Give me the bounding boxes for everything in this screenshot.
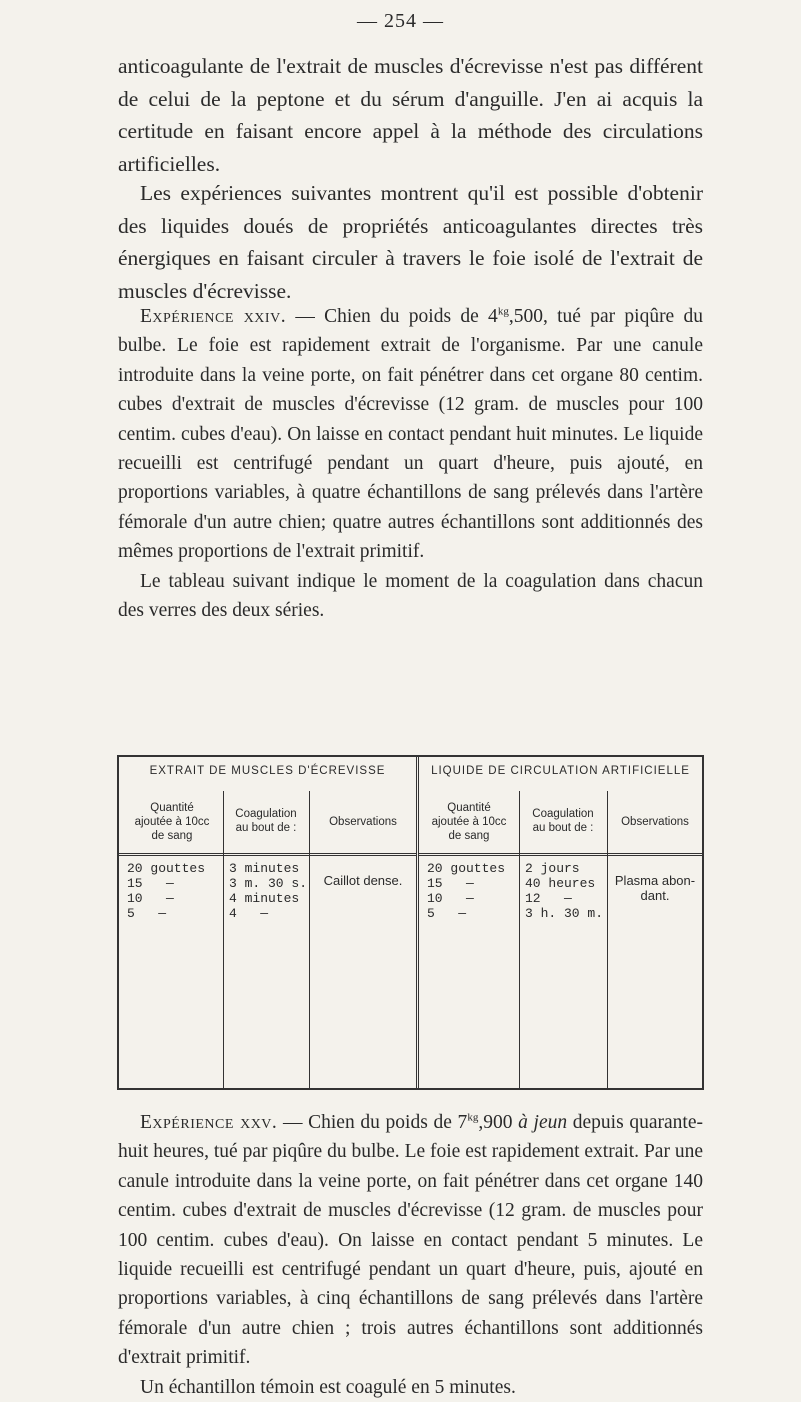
paragraph-1-text: anticoagulante de l'extrait de muscles d'écrevisse n'est pas différent de celui de la peptone et du sérum d'anguille. J'en ai acquis la certitude en faisant encore appel à la méthode des circulations artificielles. xyxy=(118,54,703,176)
table-right-half xyxy=(419,757,702,1088)
divider xyxy=(607,791,608,1088)
paragraph-2 xyxy=(118,177,703,307)
experience-25-text: Expérience xxv. — Chien du poids de $7^{kg},900$ à jeun depuis quarante-huit heures, tué par piqûre du bulbe. Le foie est rapidement extrait. Par une canule introduite dans la veine porte, on fait pénétrer dans cet organe 140 centim. cubes d'extrait de muscles d'écrevisse (12 gram. de muscles pour 100 centim. cubes d'eau). On laisse en contact pendant 5 minutes. Le liquide recueilli est centrifugé pendant un quart d'heure, puis, ajouté en proportions variables, à cinq échantillons de sang prélevés dans l'artère fémorale d'un autre chien ; trois autres échantillons sont additionnés d'extrait primitif. xyxy=(118,1111,703,1369)
table-left-half xyxy=(119,757,419,1088)
left-obs-header: Observations xyxy=(329,816,397,828)
left-coag-values: 3 minutes 3 m. 30 s. 4 minutes 4 — xyxy=(229,861,308,921)
left-qty-values: 20 gouttes 15 — 10 — 5 — xyxy=(127,861,206,921)
left-observation: Caillot dense. xyxy=(323,873,403,888)
right-group-title: LIQUIDE DE CIRCULATION ARTIFICIELLE xyxy=(431,765,690,777)
right-qty-values: 20 gouttes 15 — 10 — 5 — xyxy=(427,861,506,921)
right-coag-header: Coagulation au bout de : xyxy=(532,808,594,834)
table-intro: Le tableau suivant indique le moment de la coagulation dans chacun des verres des deux séries. xyxy=(118,570,703,622)
divider xyxy=(309,791,310,1088)
divider xyxy=(519,791,520,1088)
experience-25-last-line: Un échantillon témoin est coagulé en 5 minutes. xyxy=(140,1376,516,1398)
header-rule xyxy=(419,853,702,856)
divider xyxy=(223,791,224,1088)
experience-25 xyxy=(118,1108,703,1402)
coagulation-table xyxy=(117,755,704,1090)
experience-24 xyxy=(118,302,703,625)
experience-24-text: Expérience xxiv. — Chien du poids de $4^{kg},500$, tué par piqûre du bulbe. Le foie est rapidement extrait de l'organisme. Par une canule introduite dans la veine porte, on fait pénétrer dans cet organe 80 centim. cubes d'extrait de muscles d'écrevisse (12 gram. de muscles pour 100 centim. cubes d'eau). On laisse en contact pendant huit minutes. Le liquide recueilli est centrifugé pendant un quart d'heure, puis ajouté, en proportions variables, à quatre échantillons de sang prélevés dans l'artère fémorale d'un autre chien; quatre autres échantillons sont additionnés des mêmes proportions de l'extrait primitif. xyxy=(118,305,704,563)
left-group-title: EXTRAIT DE MUSCLES D'ÉCREVISSE xyxy=(149,765,386,777)
experience-25-label: Expérience xxv. xyxy=(140,1112,278,1133)
left-qty-header: Quantité ajoutée à 10cc de sang xyxy=(134,802,210,842)
right-qty-header: Quantité ajoutée à 10cc de sang xyxy=(431,802,507,842)
right-coag-values: 2 jours 40 heures 12 — 3 h. 30 m. xyxy=(525,861,604,921)
header-rule xyxy=(119,853,416,856)
paragraph-2-text: Les expériences suivantes montrent qu'il est possible d'obtenir des liquides doués de propriétés anticoagulantes directes très énergiques en faisant circuler à travers le foie isolé de l'extrait de muscles d'écrevisse. xyxy=(118,181,703,303)
right-observation: Plasma abon- dant. xyxy=(614,873,696,903)
paragraph-1 xyxy=(118,50,703,180)
right-obs-header: Observations xyxy=(621,816,689,828)
experience-24-label: Expérience xxiv. xyxy=(140,306,287,327)
left-coag-header: Coagulation au bout de : xyxy=(235,808,297,834)
page-number: — 254 — xyxy=(357,10,444,32)
